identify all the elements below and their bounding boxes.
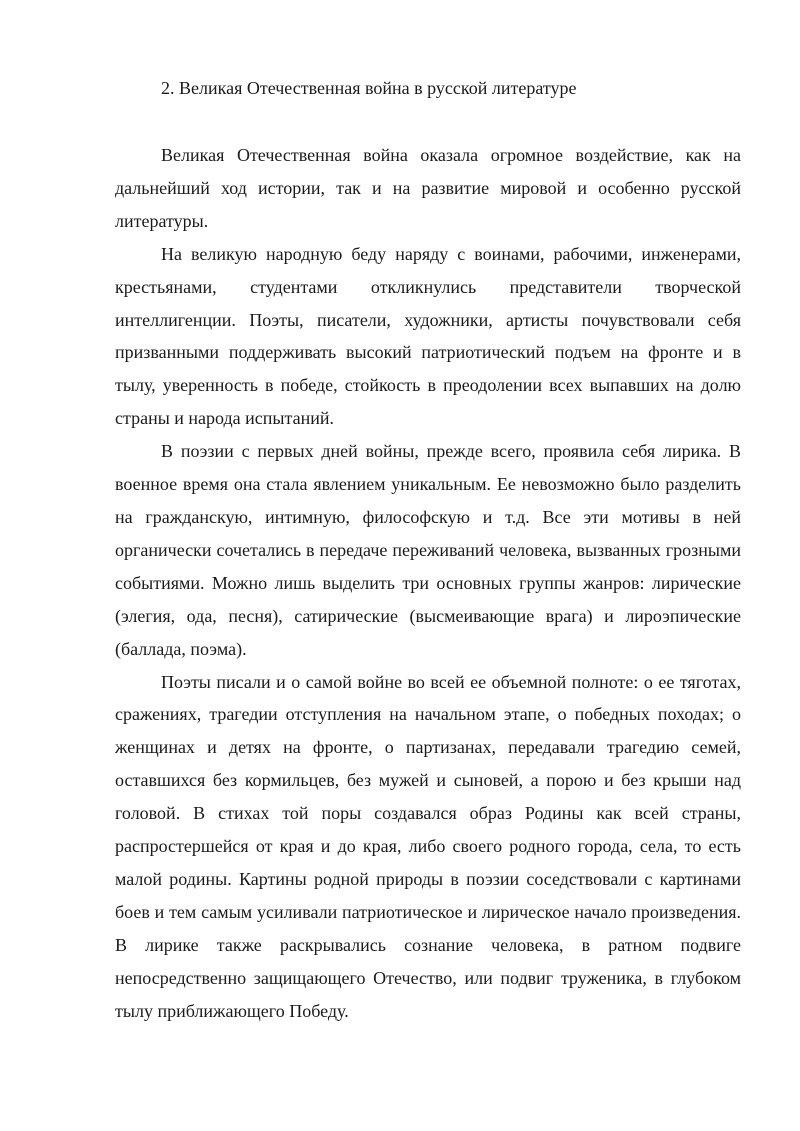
paragraph-war-themes: Поэты писали и о самой войне во всей ее объемной полноте: о ее тяготах, сражениях, трагедии отступления на начальном этапе, о победных походах; о женщинах и детях на фронте, о партизанах, передавали трагедию семей, оставшихся без кормильцев, без мужей и сыновей, а порою и без крыши над головой. В стихах той поры создавался образ Родины как всей страны, распростершейся от края и до края, либо своего родного города, села, то есть малой родины. Картины родной природы в поэзии соседствовали с картинами боев и тем самым усиливали патриотическое и лирическое начало произведения. В лирике также раскрывались сознание человека, в ратном подвиге непосредственно защищающего Отечество, или подвиг труженика, в глубоком тылу приближающего Победу. [115, 671, 741, 1021]
paragraph-lyric-poetry: В поэзии с первых дней войны, прежде всего, проявила себя лирика. В военное время она стала явлением уникальным. Ее невозможно было разделить на гражданскую, интимную, философскую и т.д. Все эти мотивы в ней органически сочетались в передаче переживаний человека, вызванных грозными событиями. Можно лишь выделить три основных группы жанров: лирические (элегия, ода, песня), сатирические (высмеивающие врага) и лироэпические (баллада, поэма). [115, 441, 741, 659]
section-heading: 2. Великая Отечественная война в русской литературе [161, 78, 577, 98]
paragraph-intro: Великая Отечественная война оказала огромное воздействие, как на дальнейший ход истории, так и на развитие мировой и особенно русской литературы. [115, 145, 741, 231]
paragraph-intelligentsia: На великую народную беду наряду с воинами, рабочими, инженерами, крестьянами, студентами откликнулись представители творческой интеллигенции. Поэты, писатели, художники, артисты почувствовали себя призванными поддерживать высокий патриотический подъем на фронте и в тылу, уверенность в победе, стойкость в преодолении всех выпавших на долю страны и народа испытаний. [115, 243, 741, 429]
document-body [115, 139, 741, 1027]
